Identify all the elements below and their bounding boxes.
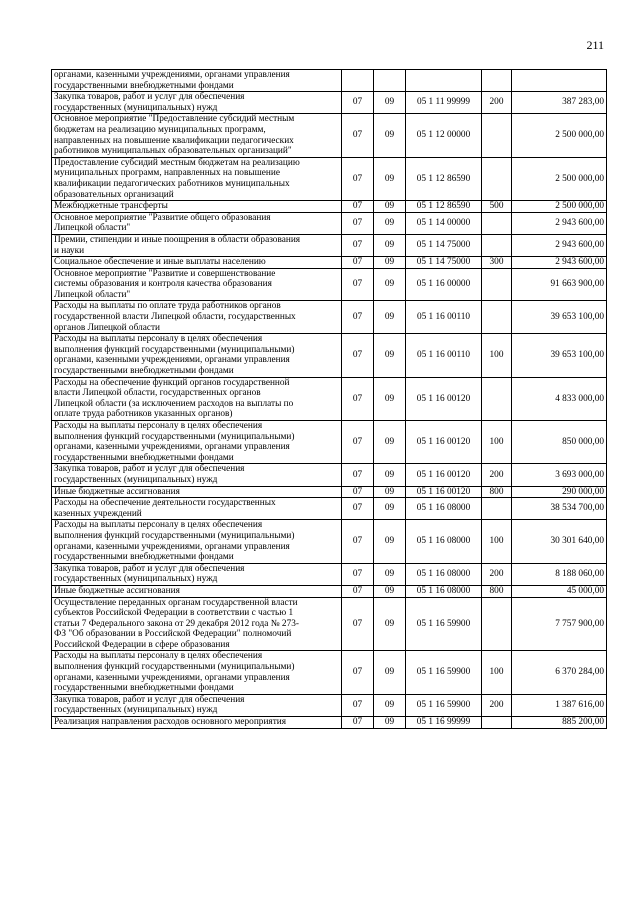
row-amount-cell: 290 000,00 bbox=[512, 486, 607, 498]
row-subsection-cell: 09 bbox=[374, 268, 406, 301]
row-amount-cell: 2 943 600,00 bbox=[512, 212, 607, 234]
row-section-cell: 07 bbox=[342, 114, 374, 157]
row-subsection-cell: 09 bbox=[374, 212, 406, 234]
table-row bbox=[52, 257, 607, 269]
table-row bbox=[52, 377, 607, 420]
row-expense-type-cell: 100 bbox=[482, 651, 512, 694]
row-target-article-cell: 05 1 16 99999 bbox=[406, 717, 482, 729]
table-row bbox=[52, 70, 607, 92]
row-name-cell: Иные бюджетные ассигнования bbox=[52, 585, 342, 597]
row-section-cell: 07 bbox=[342, 585, 374, 597]
table-row bbox=[52, 694, 607, 716]
table-row bbox=[52, 498, 607, 520]
row-target-article-cell: 05 1 16 59900 bbox=[406, 597, 482, 651]
table-row bbox=[52, 157, 607, 200]
row-name-cell: Расходы на выплаты персоналу в целях обеспечения выполнения функций государственными (муниципальными) органами, казенными учреждениями, органами управления государственными внебюджетными фондами bbox=[52, 334, 342, 377]
row-target-article-cell: 05 1 16 08000 bbox=[406, 498, 482, 520]
budget-table bbox=[51, 69, 607, 729]
row-section-cell: 07 bbox=[342, 301, 374, 334]
table-row bbox=[52, 301, 607, 334]
row-subsection-cell: 09 bbox=[374, 597, 406, 651]
row-subsection-cell: 09 bbox=[374, 157, 406, 200]
row-section-cell: 07 bbox=[342, 520, 374, 563]
row-section-cell: 07 bbox=[342, 464, 374, 486]
row-amount-cell: 39 653 100,00 bbox=[512, 334, 607, 377]
row-target-article-cell: 05 1 12 86590 bbox=[406, 157, 482, 200]
row-subsection-cell: 09 bbox=[374, 92, 406, 114]
row-amount-cell: 38 534 700,00 bbox=[512, 498, 607, 520]
row-amount-cell: 2 500 000,00 bbox=[512, 157, 607, 200]
row-amount-cell: 7 757 900,00 bbox=[512, 597, 607, 651]
row-target-article-cell: 05 1 16 00000 bbox=[406, 268, 482, 301]
row-amount-cell: 45 000,00 bbox=[512, 585, 607, 597]
row-section-cell: 07 bbox=[342, 377, 374, 420]
row-target-article-cell: 05 1 12 86590 bbox=[406, 201, 482, 213]
row-target-article-cell: 05 1 16 00110 bbox=[406, 301, 482, 334]
row-name-cell: Расходы на выплаты по оплате труда работников органов государственной власти Липецкой области, государственных органов Липецкой области bbox=[52, 301, 342, 334]
table-row bbox=[52, 486, 607, 498]
row-amount-cell: 1 387 616,00 bbox=[512, 694, 607, 716]
row-name-cell: Основное мероприятие "Развитие и совершенствование системы образования и контроля качества образования Липецкой области" bbox=[52, 268, 342, 301]
row-expense-type-cell: 100 bbox=[482, 520, 512, 563]
row-amount-cell: 2 943 600,00 bbox=[512, 234, 607, 256]
row-name-cell: Премии, стипендии и иные поощрения в области образования и науки bbox=[52, 234, 342, 256]
table-row bbox=[52, 520, 607, 563]
table-row bbox=[52, 421, 607, 464]
table-row bbox=[52, 234, 607, 256]
row-amount-cell: 387 283,00 bbox=[512, 92, 607, 114]
table-row bbox=[52, 201, 607, 213]
row-name-cell: Расходы на выплаты персоналу в целях обеспечения выполнения функций государственными (муниципальными) органами, казенными учреждениями, органами управления государственными внебюджетными фондами bbox=[52, 651, 342, 694]
row-name-cell: Закупка товаров, работ и услуг для обеспечения государственных (муниципальных) нужд bbox=[52, 694, 342, 716]
row-name-cell: Основное мероприятие "Предоставление субсидий местным бюджетам на реализацию муниципальных программ, направленных на повышение квалификации педагогических работников муниципальных образовательных организаций" bbox=[52, 114, 342, 157]
row-expense-type-cell bbox=[482, 377, 512, 420]
row-expense-type-cell bbox=[482, 268, 512, 301]
row-amount-cell: 2 943 600,00 bbox=[512, 257, 607, 269]
row-section-cell: 07 bbox=[342, 694, 374, 716]
table-row bbox=[52, 585, 607, 597]
row-subsection-cell: 09 bbox=[374, 563, 406, 585]
row-name-cell: органами, казенными учреждениями, органами управления государственными внебюджетными фондами bbox=[52, 70, 342, 92]
row-subsection-cell: 09 bbox=[374, 301, 406, 334]
row-expense-type-cell: 800 bbox=[482, 486, 512, 498]
row-section-cell: 07 bbox=[342, 268, 374, 301]
row-expense-type-cell bbox=[482, 157, 512, 200]
row-name-cell: Иные бюджетные ассигнования bbox=[52, 486, 342, 498]
row-target-article-cell: 05 1 16 00110 bbox=[406, 334, 482, 377]
table-row bbox=[52, 92, 607, 114]
row-amount-cell: 39 653 100,00 bbox=[512, 301, 607, 334]
row-amount-cell: 30 301 640,00 bbox=[512, 520, 607, 563]
row-name-cell: Осуществление переданных органам государственной власти субъектов Российской Федерации в соответствии с частью 1 статьи 7 Федерального закона от 29 декабря 2012 года № 273- ФЗ "Об образовании в Российской Федерации" полномочий Российской Федерации в сфере образования bbox=[52, 597, 342, 651]
row-section-cell: 07 bbox=[342, 597, 374, 651]
row-subsection-cell: 09 bbox=[374, 498, 406, 520]
row-name-cell: Закупка товаров, работ и услуг для обеспечения государственных (муниципальных) нужд bbox=[52, 92, 342, 114]
row-target-article-cell: 05 1 14 75000 bbox=[406, 257, 482, 269]
table-row bbox=[52, 597, 607, 651]
row-name-cell: Расходы на выплаты персоналу в целях обеспечения выполнения функций государственными (муниципальными) органами, казенными учреждениями, органами управления государственными внебюджетными фондами bbox=[52, 520, 342, 563]
row-expense-type-cell bbox=[482, 212, 512, 234]
row-target-article-cell: 05 1 16 59900 bbox=[406, 694, 482, 716]
row-subsection-cell: 09 bbox=[374, 201, 406, 213]
row-expense-type-cell bbox=[482, 301, 512, 334]
row-target-article-cell: 05 1 11 99999 bbox=[406, 92, 482, 114]
row-target-article-cell: 05 1 16 08000 bbox=[406, 520, 482, 563]
row-amount-cell bbox=[512, 70, 607, 92]
row-section-cell: 07 bbox=[342, 212, 374, 234]
row-expense-type-cell bbox=[482, 597, 512, 651]
row-section-cell: 07 bbox=[342, 651, 374, 694]
row-expense-type-cell bbox=[482, 498, 512, 520]
row-amount-cell: 4 833 000,00 bbox=[512, 377, 607, 420]
row-subsection-cell: 09 bbox=[374, 694, 406, 716]
row-target-article-cell: 05 1 16 00120 bbox=[406, 377, 482, 420]
row-target-article-cell: 05 1 12 00000 bbox=[406, 114, 482, 157]
page-number: 211 bbox=[586, 38, 604, 52]
row-expense-type-cell: 300 bbox=[482, 257, 512, 269]
row-amount-cell: 850 000,00 bbox=[512, 421, 607, 464]
row-name-cell: Межбюджетные трансферты bbox=[52, 201, 342, 213]
row-expense-type-cell: 100 bbox=[482, 421, 512, 464]
row-subsection-cell: 09 bbox=[374, 114, 406, 157]
row-expense-type-cell: 200 bbox=[482, 92, 512, 114]
row-subsection-cell: 09 bbox=[374, 651, 406, 694]
row-expense-type-cell: 100 bbox=[482, 334, 512, 377]
row-name-cell: Закупка товаров, работ и услуг для обеспечения государственных (муниципальных) нужд bbox=[52, 563, 342, 585]
row-name-cell: Расходы на обеспечение функций органов государственной власти Липецкой области, государственных органов Липецкой области (за исключением расходов на выплаты по оплате труда работников указанных органов) bbox=[52, 377, 342, 420]
row-target-article-cell: 05 1 14 75000 bbox=[406, 234, 482, 256]
row-amount-cell: 885 200,00 bbox=[512, 717, 607, 729]
row-expense-type-cell: 200 bbox=[482, 563, 512, 585]
row-expense-type-cell: 200 bbox=[482, 464, 512, 486]
row-section-cell: 07 bbox=[342, 498, 374, 520]
row-section-cell: 07 bbox=[342, 92, 374, 114]
row-name-cell: Предоставление субсидий местным бюджетам на реализацию муниципальных программ, направленных на повышение квалификации педагогических работников муниципальных образовательных организаций bbox=[52, 157, 342, 200]
row-expense-type-cell bbox=[482, 114, 512, 157]
row-subsection-cell: 09 bbox=[374, 377, 406, 420]
row-subsection-cell: 09 bbox=[374, 464, 406, 486]
row-name-cell: Закупка товаров, работ и услуг для обеспечения государственных (муниципальных) нужд bbox=[52, 464, 342, 486]
row-target-article-cell bbox=[406, 70, 482, 92]
row-section-cell: 07 bbox=[342, 334, 374, 377]
row-expense-type-cell: 800 bbox=[482, 585, 512, 597]
row-expense-type-cell bbox=[482, 717, 512, 729]
row-amount-cell: 8 188 060,00 bbox=[512, 563, 607, 585]
row-section-cell: 07 bbox=[342, 563, 374, 585]
row-target-article-cell: 05 1 14 00000 bbox=[406, 212, 482, 234]
row-section-cell: 07 bbox=[342, 157, 374, 200]
row-name-cell: Социальное обеспечение и иные выплаты населению bbox=[52, 257, 342, 269]
table-row bbox=[52, 268, 607, 301]
row-target-article-cell: 05 1 16 08000 bbox=[406, 585, 482, 597]
table-row bbox=[52, 334, 607, 377]
row-subsection-cell: 09 bbox=[374, 585, 406, 597]
row-section-cell bbox=[342, 70, 374, 92]
row-name-cell: Основное мероприятие "Развитие общего образования Липецкой области" bbox=[52, 212, 342, 234]
row-expense-type-cell: 500 bbox=[482, 201, 512, 213]
row-target-article-cell: 05 1 16 00120 bbox=[406, 464, 482, 486]
row-section-cell: 07 bbox=[342, 257, 374, 269]
row-section-cell: 07 bbox=[342, 421, 374, 464]
row-expense-type-cell: 200 bbox=[482, 694, 512, 716]
row-expense-type-cell bbox=[482, 70, 512, 92]
row-subsection-cell: 09 bbox=[374, 717, 406, 729]
row-section-cell: 07 bbox=[342, 717, 374, 729]
row-target-article-cell: 05 1 16 00120 bbox=[406, 486, 482, 498]
budget-table-body bbox=[52, 70, 607, 729]
row-subsection-cell: 09 bbox=[374, 234, 406, 256]
row-section-cell: 07 bbox=[342, 201, 374, 213]
row-expense-type-cell bbox=[482, 234, 512, 256]
table-row bbox=[52, 464, 607, 486]
row-target-article-cell: 05 1 16 59900 bbox=[406, 651, 482, 694]
row-amount-cell: 91 663 900,00 bbox=[512, 268, 607, 301]
row-name-cell: Расходы на обеспечение деятельности государственных казенных учреждений bbox=[52, 498, 342, 520]
table-row bbox=[52, 114, 607, 157]
table-row bbox=[52, 717, 607, 729]
row-subsection-cell: 09 bbox=[374, 486, 406, 498]
row-amount-cell: 6 370 284,00 bbox=[512, 651, 607, 694]
row-amount-cell: 2 500 000,00 bbox=[512, 201, 607, 213]
row-name-cell: Реализация направления расходов основного мероприятия bbox=[52, 717, 342, 729]
row-subsection-cell: 09 bbox=[374, 257, 406, 269]
row-subsection-cell bbox=[374, 70, 406, 92]
table-row bbox=[52, 563, 607, 585]
row-amount-cell: 2 500 000,00 bbox=[512, 114, 607, 157]
row-subsection-cell: 09 bbox=[374, 421, 406, 464]
row-subsection-cell: 09 bbox=[374, 520, 406, 563]
row-section-cell: 07 bbox=[342, 234, 374, 256]
row-target-article-cell: 05 1 16 00120 bbox=[406, 421, 482, 464]
row-section-cell: 07 bbox=[342, 486, 374, 498]
row-amount-cell: 3 693 000,00 bbox=[512, 464, 607, 486]
row-name-cell: Расходы на выплаты персоналу в целях обеспечения выполнения функций государственными (муниципальными) органами, казенными учреждениями, органами управления государственными внебюджетными фондами bbox=[52, 421, 342, 464]
row-subsection-cell: 09 bbox=[374, 334, 406, 377]
table-row bbox=[52, 212, 607, 234]
table-row bbox=[52, 651, 607, 694]
row-target-article-cell: 05 1 16 08000 bbox=[406, 563, 482, 585]
